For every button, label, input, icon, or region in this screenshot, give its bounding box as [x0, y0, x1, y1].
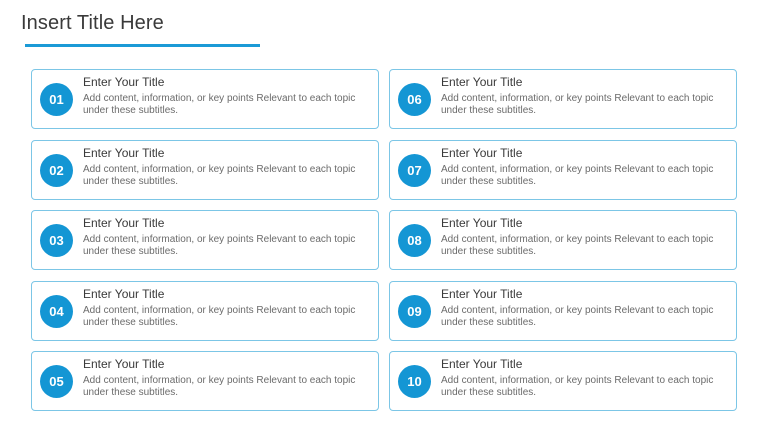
card-body: Add content, information, or key points Relevant to each topic under these subtitles. — [83, 163, 356, 187]
card-10 — [389, 351, 737, 411]
card-body: Add content, information, or key points Relevant to each topic under these subtitles. — [83, 304, 356, 328]
number-badge: 10 — [398, 365, 431, 398]
card-09 — [389, 281, 737, 341]
number-badge: 08 — [398, 224, 431, 257]
card-grid — [31, 69, 737, 411]
card-body: Add content, information, or key points Relevant to each topic under these subtitles. — [83, 375, 356, 398]
card-title: Enter Your Title — [83, 145, 165, 160]
title-underline — [25, 44, 260, 47]
card-03 — [31, 210, 379, 270]
number-badge: 01 — [40, 83, 73, 116]
card-06 — [389, 69, 737, 129]
card-title: Enter Your Title — [83, 216, 165, 230]
card-body: Add content, information, or key points Relevant to each topic under these subtitles. — [441, 375, 714, 398]
card-07 — [389, 140, 737, 200]
card-08 — [389, 210, 737, 270]
card-title: Enter Your Title — [441, 286, 523, 301]
number-badge: 02 — [40, 154, 73, 187]
number-badge: 05 — [40, 365, 73, 398]
card-01 — [31, 69, 379, 129]
card-title: Enter Your Title — [83, 286, 165, 301]
card-title: Enter Your Title — [441, 75, 523, 89]
card-title: Enter Your Title — [441, 145, 523, 160]
card-body: Add content, information, or key points Relevant to each topic under these subtitles. — [441, 163, 714, 187]
number-badge: 09 — [398, 295, 431, 328]
slide-title: Insert Title Here — [21, 12, 164, 34]
card-body: Add content, information, or key points Relevant to each topic under these subtitles. — [441, 304, 714, 328]
card-title: Enter Your Title — [83, 75, 165, 89]
card-04 — [31, 281, 379, 341]
card-body: Add content, information, or key points Relevant to each topic under these subtitles. — [441, 234, 714, 257]
number-badge: 03 — [40, 224, 73, 257]
card-02 — [31, 140, 379, 200]
card-05 — [31, 351, 379, 411]
number-badge: 07 — [398, 154, 431, 187]
card-body: Add content, information, or key points Relevant to each topic under these subtitles. — [441, 93, 714, 116]
card-body: Add content, information, or key points Relevant to each topic under these subtitles. — [83, 93, 356, 116]
card-title: Enter Your Title — [441, 216, 523, 230]
card-title: Enter Your Title — [441, 357, 523, 371]
card-body: Add content, information, or key points Relevant to each topic under these subtitles. — [83, 234, 356, 257]
number-badge: 04 — [40, 295, 73, 328]
card-title: Enter Your Title — [83, 357, 165, 371]
number-badge: 06 — [398, 83, 431, 116]
